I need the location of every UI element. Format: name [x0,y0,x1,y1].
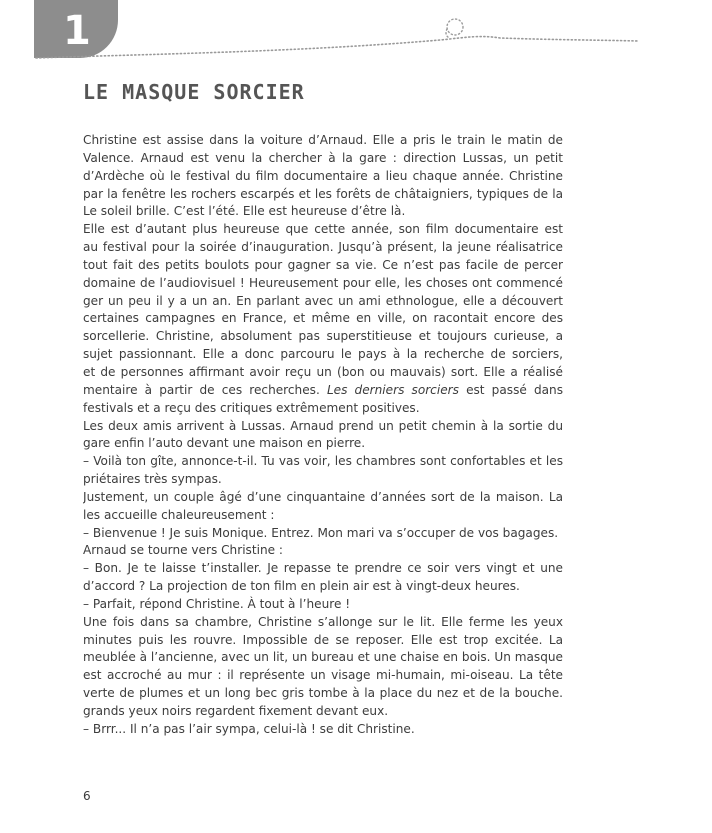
text-line-content: gare enfin l’auto devant une maison en pierre. [83,436,366,451]
text-line-content: minutes puis les rouvre. Impossible de se reposer. Elle est trop excitée. La [83,632,563,647]
film-title: Les derniers sorciers [326,382,459,397]
text-line [83,525,563,543]
text-line-content: – Bienvenue ! Je suis Monique. Entrez. Mon mari va s’occuper de vos bagages. [83,525,559,540]
story-text [83,132,563,739]
text-line-content: d’Ardèche où le festival du film documentaire a lieu chaque année. Christine [83,168,563,183]
text-line [83,507,563,525]
swirl-ornament-icon [446,19,463,38]
text-line-content: d’accord ? La projection de ton film en plein air est à vingt-deux heures. [83,579,520,594]
text-line [83,685,563,703]
text-line [83,418,563,436]
text-line-content: festivals et a reçu des critiques extrêmement positives. [83,400,420,415]
text-line [83,649,563,667]
text-line-content: ger un peu il y a un an. En parlant avec un ami ethnologue, elle a découvert [83,293,563,308]
chapter-title: LE MASQUE SORCIER [83,80,305,104]
text-line [83,560,563,578]
text-line [83,667,563,685]
text-line-content: Justement, un couple âgé d’une cinquantaine d’années sort de la maison. La [83,489,563,504]
text-line-content: mentaire à partir de ces recherches. [83,382,320,397]
text-line-content: Le soleil brille. C’est l’été. Elle est heureuse d’être là. [83,204,406,219]
header-dotted-line [0,0,712,70]
text-line-content: sorcellerie. Christine, absolument pas superstitieuse et toujours curieuse, a [83,329,563,344]
text-line [83,578,563,596]
text-line-content: certaines campagnes en France, et même en ville, on racontait encore des [83,311,563,326]
text-line-content: – Brrr... Il n’a pas l’air sympa, celui-là ! se dit Christine. [83,721,415,736]
text-line-content: domaine de l’audiovisuel ! Heureusement pour elle, les choses ont commencé [83,275,563,290]
text-line [83,542,563,560]
text-line-content: priétaires très sympas. [83,472,222,487]
text-line [83,435,563,453]
page-number: 6 [83,789,91,803]
text-line-content: grands yeux noirs regardent fixement devant eux. [83,704,389,718]
text-line [83,453,563,471]
text-line-content: Arnaud se tourne vers Christine : [83,543,283,558]
text-line-content: – Parfait, répond Christine. À tout à l’heure ! [83,596,351,611]
text-line-content: les accueille chaleureusement : [83,507,275,522]
text-line-content: sujet passionnant. Elle a donc parcouru le pays à la recherche de sorciers, [83,347,563,362]
text-line-content: Elle est d’autant plus heureuse que cette année, son film documentaire est [83,222,563,237]
chapter-number: 1 [63,8,91,54]
text-line-content: est passé dans [466,382,563,397]
text-line-content: Valence. Arnaud est venu la chercher à la gare : direction Lussas, un petit [83,150,563,165]
text-line [83,471,563,489]
text-line [83,257,563,275]
text-line [83,489,563,507]
text-line-content: Christine est assise dans la voiture d’Arnaud. Elle a pris le train le matin de [83,133,563,147]
text-line [83,346,563,364]
text-line [83,186,563,204]
text-line [83,150,563,168]
text-line-content: Les deux amis arrivent à Lussas. Arnaud prend un petit chemin à la sortie du [83,418,563,433]
text-line-content: au festival pour la soirée d’inauguration. Jusqu’à présent, la jeune réalisatrice [83,240,563,255]
text-line [83,275,563,293]
text-line [83,203,563,221]
text-line-content: et de personnes affirmant avoir reçu un (bon ou mauvais) sort. Elle a réalisé [83,364,563,379]
text-line-content: meublée à l’ancienne, avec un lit, un bureau et une chaise en bois. Un masque [83,650,563,665]
text-line [83,614,563,632]
text-line [83,132,563,150]
text-line [83,310,563,328]
text-line [83,382,563,400]
text-line [83,400,563,418]
text-line-content: tout fait des petits boulots pour gagner sa vie. Ce n’est pas facile de percer [83,257,563,272]
text-line-content: – Bon. Je te laisse t’installer. Je repasse te prendre ce soir vers vingt et une [83,561,563,576]
text-line [83,596,563,614]
text-line [83,168,563,186]
text-line [83,293,563,311]
text-line [83,239,563,257]
text-line-content: par la fenêtre les rochers escarpés et les forêts de châtaigniers, typiques de la [83,186,563,201]
text-line-content: est accroché au mur : il représente un visage mi-humain, mi-oiseau. La tête [83,668,563,683]
text-line [83,364,563,382]
text-line [83,328,563,346]
text-line [83,221,563,239]
text-line [83,721,563,739]
text-line-content: – Voilà ton gîte, annonce-t-il. Tu vas voir, les chambres sont confortables et les [83,454,563,469]
text-line-content: verte de plumes et un long bec gris tombe à la place du nez et de la bouche. [83,686,563,701]
text-line-content: Une fois dans sa chambre, Christine s’allonge sur le lit. Elle ferme les yeux [83,614,563,629]
text-line [83,703,563,721]
text-line [83,632,563,650]
